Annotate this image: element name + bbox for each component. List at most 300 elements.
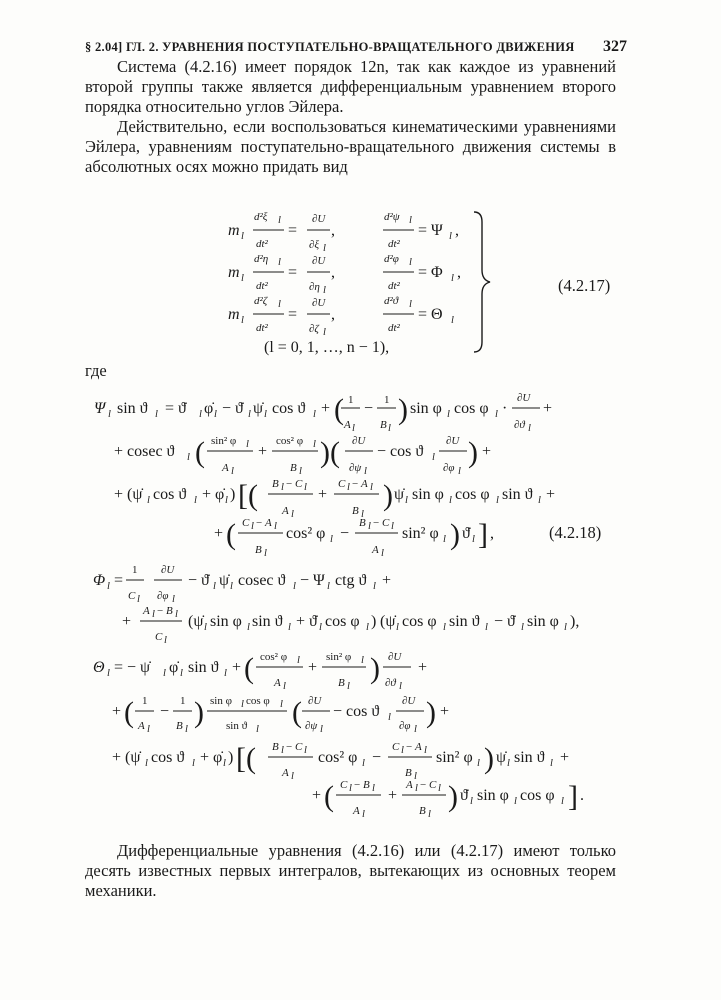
svg-text:+ (ψ̇: + (ψ̇	[114, 486, 143, 503]
svg-text:l: l	[293, 581, 296, 592]
svg-text:B: B	[338, 677, 345, 689]
svg-text:l: l	[194, 495, 197, 506]
svg-text:l: l	[291, 509, 294, 520]
svg-text:=: =	[288, 264, 298, 281]
svg-text:− Ψ: − Ψ	[300, 572, 325, 589]
svg-text:l: l	[447, 409, 450, 420]
svg-text:∂ϑ: ∂ϑ	[385, 677, 396, 689]
svg-text:l: l	[264, 548, 267, 559]
svg-text:sin ϑ: sin ϑ	[502, 486, 533, 503]
svg-text:C: C	[155, 631, 163, 643]
svg-text:1: 1	[348, 394, 354, 406]
svg-text:−: −	[420, 779, 427, 791]
svg-text:sin φ: sin φ	[210, 695, 232, 707]
svg-text:(: (	[292, 696, 302, 729]
svg-text:l: l	[415, 783, 418, 794]
svg-text:l: l	[323, 243, 326, 254]
svg-text:l: l	[414, 771, 417, 782]
svg-text:l: l	[108, 409, 111, 420]
svg-text:l: l	[145, 758, 148, 769]
svg-text:l: l	[251, 521, 254, 532]
svg-text:A: A	[282, 767, 289, 779]
svg-text:+: +	[560, 749, 570, 766]
svg-text:A: A	[265, 517, 272, 529]
svg-text:B: B	[380, 419, 387, 431]
svg-text:l: l	[424, 745, 427, 756]
svg-text:l: l	[323, 285, 326, 296]
svg-text:l: l	[163, 668, 166, 679]
equation-psi-4-2-18	[94, 392, 555, 559]
svg-text:ψ̇: ψ̇	[253, 400, 264, 417]
svg-text:(ψ̇: (ψ̇	[188, 613, 204, 630]
svg-text:,: ,	[455, 222, 459, 239]
svg-text:=: =	[288, 306, 298, 323]
svg-text:+ ϑ̇: + ϑ̇	[296, 613, 317, 630]
svg-text:l: l	[514, 796, 517, 807]
svg-text:l: l	[352, 423, 355, 434]
svg-text:1: 1	[384, 394, 390, 406]
svg-text:dt²: dt²	[256, 238, 268, 250]
svg-text:∂U: ∂U	[312, 213, 326, 225]
svg-text:(: (	[324, 780, 334, 813]
svg-text:): )	[370, 652, 380, 685]
svg-text:− cos ϑ: − cos ϑ	[333, 703, 380, 720]
svg-text:A: A	[143, 605, 150, 617]
svg-text:l: l	[372, 783, 375, 794]
svg-text:cos² φ: cos² φ	[276, 435, 304, 447]
svg-text:l: l	[313, 409, 316, 420]
svg-text:l: l	[256, 724, 259, 735]
svg-text:ψ̇: ψ̇	[496, 749, 507, 766]
svg-text:A: A	[344, 419, 351, 431]
svg-text:cos φ: cos φ	[246, 695, 270, 707]
svg-text:,: ,	[331, 264, 335, 281]
svg-text:l: l	[405, 495, 408, 506]
svg-text:(: (	[334, 393, 344, 426]
svg-text:− ϑ̇: − ϑ̇	[494, 613, 515, 630]
svg-text:C: C	[338, 478, 346, 490]
svg-text:l: l	[361, 655, 364, 666]
svg-text:= Ψ: = Ψ	[418, 222, 443, 239]
svg-text:l: l	[274, 521, 277, 532]
svg-text:(ψ̇: (ψ̇	[380, 613, 396, 630]
svg-text:∂U: ∂U	[308, 695, 322, 707]
svg-text:]: ]	[568, 780, 578, 813]
svg-text:cos φ: cos φ	[455, 486, 490, 503]
svg-text:l: l	[451, 315, 454, 326]
svg-text:B: B	[255, 544, 262, 556]
svg-text:dt²: dt²	[388, 238, 400, 250]
page-number: 327	[603, 38, 627, 55]
svg-text:l: l	[187, 452, 190, 463]
svg-text:sin φ: sin φ	[410, 400, 442, 417]
svg-text:C: C	[429, 779, 437, 791]
svg-text:sin ϑ: sin ϑ	[514, 749, 545, 766]
svg-text:dt²: dt²	[256, 280, 268, 292]
svg-text:l: l	[428, 809, 431, 820]
svg-text:+ cosec ϑ: + cosec ϑ	[114, 443, 175, 460]
svg-text:=: =	[288, 222, 298, 239]
svg-text:Ψ: Ψ	[94, 400, 106, 417]
svg-text:l: l	[164, 635, 167, 646]
svg-text:l: l	[438, 783, 441, 794]
svg-text:sin φ: sin φ	[412, 486, 444, 503]
svg-text:l: l	[241, 315, 244, 326]
svg-text:+: +	[318, 486, 328, 503]
svg-text:−: −	[157, 605, 164, 617]
svg-text:l: l	[152, 609, 155, 620]
svg-text:A: A	[222, 462, 229, 474]
svg-text:): )	[450, 518, 460, 551]
svg-text:(: (	[226, 518, 236, 551]
svg-text:B: B	[272, 741, 279, 753]
svg-text:A: A	[138, 720, 145, 732]
svg-text:sin ϑ: sin ϑ	[117, 400, 148, 417]
svg-text:l: l	[495, 409, 498, 420]
svg-text:∂ζ: ∂ζ	[309, 323, 319, 335]
svg-text:∂U: ∂U	[352, 435, 366, 447]
svg-text:l: l	[391, 521, 394, 532]
svg-text:l: l	[137, 594, 140, 605]
svg-text:l: l	[185, 724, 188, 735]
svg-text:l: l	[319, 622, 322, 633]
svg-text:B: B	[405, 767, 412, 779]
svg-text:cos² φ: cos² φ	[318, 749, 358, 766]
svg-text:+: +	[312, 787, 322, 804]
svg-text:−: −	[340, 525, 350, 542]
svg-text:): )	[230, 486, 236, 503]
svg-text:C: C	[128, 590, 136, 602]
svg-text:φ̇: φ̇	[169, 659, 179, 676]
svg-text:A: A	[372, 544, 379, 556]
svg-text:)(: )(	[320, 436, 340, 469]
svg-text:l: l	[327, 581, 330, 592]
svg-text:B: B	[363, 779, 370, 791]
svg-text:cos φ: cos φ	[454, 400, 489, 417]
svg-text:l: l	[304, 482, 307, 493]
svg-text:l: l	[278, 215, 281, 226]
svg-text:+: +	[232, 659, 242, 676]
svg-text:l: l	[224, 668, 227, 679]
svg-text:l: l	[107, 581, 110, 592]
svg-text:B: B	[166, 605, 173, 617]
svg-text:B: B	[419, 805, 426, 817]
svg-text:l: l	[381, 548, 384, 559]
svg-text:): )	[228, 749, 234, 766]
svg-text:+: +	[388, 787, 398, 804]
svg-text:+ (ψ̇: + (ψ̇	[112, 749, 141, 766]
svg-text:d²ϑ: d²ϑ	[384, 295, 399, 307]
svg-text:∂ϑ: ∂ϑ	[514, 419, 525, 431]
svg-text:l: l	[241, 273, 244, 284]
svg-text:l: l	[538, 495, 541, 506]
svg-text:−: −	[256, 517, 263, 529]
svg-text:B: B	[272, 478, 279, 490]
svg-text:∂η: ∂η	[309, 281, 320, 293]
svg-text:l: l	[281, 745, 284, 756]
svg-text:A: A	[274, 677, 281, 689]
running-header: § 2.04] ГЛ. 2. УРАВНЕНИЯ ПОСТУПАТЕЛЬНО-ВРАЩАТЕЛЬНОГО ДВИЖЕНИЯ	[85, 40, 575, 54]
svg-text:cos ϑ: cos ϑ	[272, 400, 306, 417]
svg-text:l: l	[288, 622, 291, 633]
svg-text:m: m	[228, 222, 240, 239]
svg-text:·: ·	[502, 400, 508, 417]
svg-text:A: A	[361, 478, 368, 490]
svg-text:l: l	[528, 423, 531, 434]
svg-text:− cos ϑ: − cos ϑ	[377, 443, 424, 460]
svg-text:l: l	[409, 299, 412, 310]
svg-text:cos φ: cos φ	[520, 787, 555, 804]
svg-text:−: −	[364, 400, 374, 417]
svg-text:Φ: Φ	[93, 572, 106, 589]
svg-text:B: B	[359, 517, 366, 529]
svg-text:d²ζ: d²ζ	[254, 295, 268, 307]
paragraph-first-integrals: Дифференциальные уравнения (4.2.16) или (4.2.17) имеют только десять известных первых интегралов, вытекающих из основных теорем механики.	[85, 841, 616, 900]
svg-text:l: l	[409, 257, 412, 268]
svg-text:): )	[426, 696, 436, 729]
svg-text:l: l	[230, 581, 233, 592]
svg-text:l: l	[477, 758, 480, 769]
svg-text:[(: [(	[236, 742, 256, 775]
svg-text:l: l	[443, 622, 446, 633]
svg-text:sin ϑ: sin ϑ	[188, 659, 219, 676]
svg-text:= ϑ̇: = ϑ̇	[165, 400, 186, 417]
svg-text:]: ]	[478, 518, 488, 551]
svg-text:l: l	[283, 681, 286, 692]
svg-text:−: −	[286, 478, 293, 490]
svg-text:l: l	[241, 231, 244, 242]
svg-text:=: =	[114, 572, 124, 589]
svg-text:+: +	[308, 659, 318, 676]
svg-text:l: l	[443, 534, 446, 545]
svg-text:l: l	[521, 622, 524, 633]
svg-text:l: l	[399, 681, 402, 692]
svg-text:d²ψ: d²ψ	[384, 211, 400, 223]
svg-text:l: l	[362, 758, 365, 769]
svg-text:+ φ̇: + φ̇	[202, 486, 225, 503]
svg-text:−: −	[352, 478, 359, 490]
svg-text:l: l	[561, 796, 564, 807]
svg-text:d²φ: d²φ	[384, 253, 399, 265]
svg-text:): )	[371, 613, 377, 630]
svg-text:m: m	[228, 306, 240, 323]
svg-text:(: (	[244, 652, 254, 685]
svg-text:+: +	[418, 659, 428, 676]
svg-text:+: +	[122, 613, 132, 630]
svg-text:,: ,	[457, 264, 461, 281]
svg-text:= Φ: = Φ	[418, 264, 443, 281]
svg-text:),: ),	[570, 613, 580, 630]
svg-text:l: l	[485, 622, 488, 633]
svg-text:Θ: Θ	[93, 659, 105, 676]
svg-text:sin φ: sin φ	[477, 787, 509, 804]
svg-text:∂φ: ∂φ	[157, 590, 169, 602]
svg-text:cos ϑ: cos ϑ	[153, 486, 187, 503]
svg-text:sin ϑ: sin ϑ	[252, 613, 283, 630]
svg-text:l: l	[175, 609, 178, 620]
svg-text:l: l	[280, 699, 283, 710]
svg-text:+: +	[321, 400, 331, 417]
svg-text:l: l	[323, 327, 326, 338]
svg-text:(: (	[124, 696, 134, 729]
svg-text:A: A	[282, 505, 289, 517]
svg-text:C: C	[382, 517, 390, 529]
svg-text:sin² φ: sin² φ	[436, 749, 473, 766]
svg-text:C: C	[340, 779, 348, 791]
svg-text:,: ,	[490, 525, 494, 542]
svg-text:l: l	[291, 771, 294, 782]
svg-text:sin² φ: sin² φ	[326, 651, 352, 663]
svg-text:sin² φ: sin² φ	[402, 525, 439, 542]
svg-text:1: 1	[180, 695, 186, 707]
svg-text:∂φ: ∂φ	[399, 720, 411, 732]
svg-text:sin φ: sin φ	[210, 613, 242, 630]
svg-text:+: +	[214, 525, 224, 542]
equation-number-4-2-18: (4.2.18)	[549, 523, 602, 542]
svg-text:l: l	[373, 581, 376, 592]
svg-text:B: B	[352, 505, 359, 517]
svg-text:−: −	[160, 703, 170, 720]
svg-text:l: l	[472, 534, 475, 545]
svg-text:ϑ̇: ϑ̇	[462, 525, 470, 542]
svg-text:l: l	[396, 622, 399, 633]
svg-text:sin² φ: sin² φ	[211, 435, 237, 447]
svg-text:l: l	[278, 299, 281, 310]
svg-text:): )	[398, 393, 408, 426]
svg-text:l: l	[458, 466, 461, 477]
svg-text:l: l	[199, 409, 202, 420]
svg-text:l: l	[364, 466, 367, 477]
where-label: где	[85, 361, 107, 380]
svg-text:l: l	[107, 668, 110, 679]
svg-text:ctg ϑ: ctg ϑ	[335, 572, 367, 589]
svg-text:l: l	[231, 466, 234, 477]
svg-text:l: l	[213, 581, 216, 592]
svg-text:dt²: dt²	[388, 322, 400, 334]
svg-text:cos φ: cos φ	[325, 613, 360, 630]
svg-text:l: l	[297, 655, 300, 666]
svg-text:l: l	[172, 594, 175, 605]
svg-text:∂ψ: ∂ψ	[305, 720, 318, 732]
svg-text:l: l	[409, 215, 412, 226]
svg-text:C: C	[242, 517, 250, 529]
svg-text:l: l	[470, 796, 473, 807]
svg-text:l: l	[214, 409, 217, 420]
svg-text:l: l	[432, 452, 435, 463]
svg-text:l: l	[147, 495, 150, 506]
svg-text:+: +	[546, 486, 556, 503]
svg-text:l: l	[564, 622, 567, 633]
svg-text:∂U: ∂U	[388, 651, 402, 663]
paragraph-system-order: Система (4.2.16) имеет порядок 12n, так как каждое из уравнений второй группы также является дифференциальным уравнением второго порядка относительно углов Эйлера.	[85, 57, 616, 116]
svg-text:l: l	[362, 809, 365, 820]
svg-text:): )	[468, 436, 478, 469]
svg-text:∂U: ∂U	[446, 435, 460, 447]
svg-text:−: −	[286, 741, 293, 753]
svg-text:,: ,	[331, 306, 335, 323]
svg-text:l: l	[281, 482, 284, 493]
svg-text:+: +	[482, 443, 492, 460]
svg-text:l: l	[204, 622, 207, 633]
svg-text:−: −	[372, 749, 382, 766]
svg-text:l: l	[388, 712, 391, 723]
svg-text:): )	[194, 696, 204, 729]
svg-text:sin φ: sin φ	[527, 613, 559, 630]
paragraph-euler-kinematic: Действительно, если воспользоваться кинематическими уравнениями Эйлера, уравнениям поступательно-вращательного движения системы в абсолютных осях можно придать вид	[85, 117, 616, 176]
svg-text:A: A	[406, 779, 413, 791]
svg-text:l: l	[223, 758, 226, 769]
svg-text:∂U: ∂U	[402, 695, 416, 707]
svg-text:sin ϑ: sin ϑ	[226, 720, 248, 732]
svg-text:l: l	[225, 495, 228, 506]
svg-text:l: l	[449, 495, 452, 506]
svg-text:): )	[448, 780, 458, 813]
svg-text:cosec ϑ: cosec ϑ	[238, 572, 286, 589]
equation-system-4-2-17	[228, 211, 461, 356]
svg-text:C: C	[392, 741, 400, 753]
index-range: (l = 0, 1, …, n − 1),	[264, 339, 390, 356]
svg-text:A: A	[353, 805, 360, 817]
svg-text:−: −	[406, 741, 413, 753]
svg-text:sin ϑ: sin ϑ	[449, 613, 480, 630]
svg-text:cos² φ: cos² φ	[260, 651, 288, 663]
svg-text:[(: [(	[238, 479, 258, 512]
svg-text:,: ,	[331, 222, 335, 239]
svg-text:l: l	[347, 482, 350, 493]
svg-text:l: l	[330, 534, 333, 545]
svg-text:∂φ: ∂φ	[443, 462, 455, 474]
svg-text:+: +	[440, 703, 450, 720]
svg-text:l: l	[299, 466, 302, 477]
svg-text:φ̇: φ̇	[204, 400, 214, 417]
svg-text:+: +	[258, 443, 268, 460]
svg-text:l: l	[304, 745, 307, 756]
svg-text:m: m	[228, 264, 240, 281]
svg-text:l: l	[264, 409, 267, 420]
svg-text:∂U: ∂U	[517, 392, 531, 404]
svg-text:l: l	[241, 699, 244, 710]
svg-text:+: +	[382, 572, 392, 589]
svg-text:dt²: dt²	[256, 322, 268, 334]
svg-text:l: l	[507, 758, 510, 769]
svg-text:l: l	[278, 257, 281, 268]
svg-text:d²η: d²η	[254, 253, 269, 265]
svg-text:): )	[484, 742, 494, 775]
svg-text:ψ̇: ψ̇	[394, 486, 405, 503]
svg-text:+ φ̇: + φ̇	[200, 749, 223, 766]
svg-text:∂U: ∂U	[312, 255, 326, 267]
svg-text:l: l	[248, 409, 251, 420]
svg-text:l: l	[451, 273, 454, 284]
svg-text:l: l	[155, 409, 158, 420]
svg-text:l: l	[192, 758, 195, 769]
svg-text:l: l	[368, 521, 371, 532]
svg-text:l: l	[147, 724, 150, 735]
svg-text:l: l	[180, 668, 183, 679]
equation-number-4-2-17: (4.2.17)	[558, 276, 611, 295]
svg-text:d²ξ: d²ξ	[254, 211, 268, 223]
svg-text:dt²: dt²	[388, 280, 400, 292]
svg-text:l: l	[247, 622, 250, 633]
svg-text:): )	[383, 479, 393, 512]
svg-text:B: B	[290, 462, 297, 474]
svg-text:(: (	[195, 436, 205, 469]
svg-text:− ϑ̇: − ϑ̇	[222, 400, 243, 417]
svg-text:−: −	[373, 517, 380, 529]
svg-text:∂ψ: ∂ψ	[349, 462, 362, 474]
equation-phi	[93, 564, 579, 646]
svg-text:cos φ: cos φ	[402, 613, 437, 630]
